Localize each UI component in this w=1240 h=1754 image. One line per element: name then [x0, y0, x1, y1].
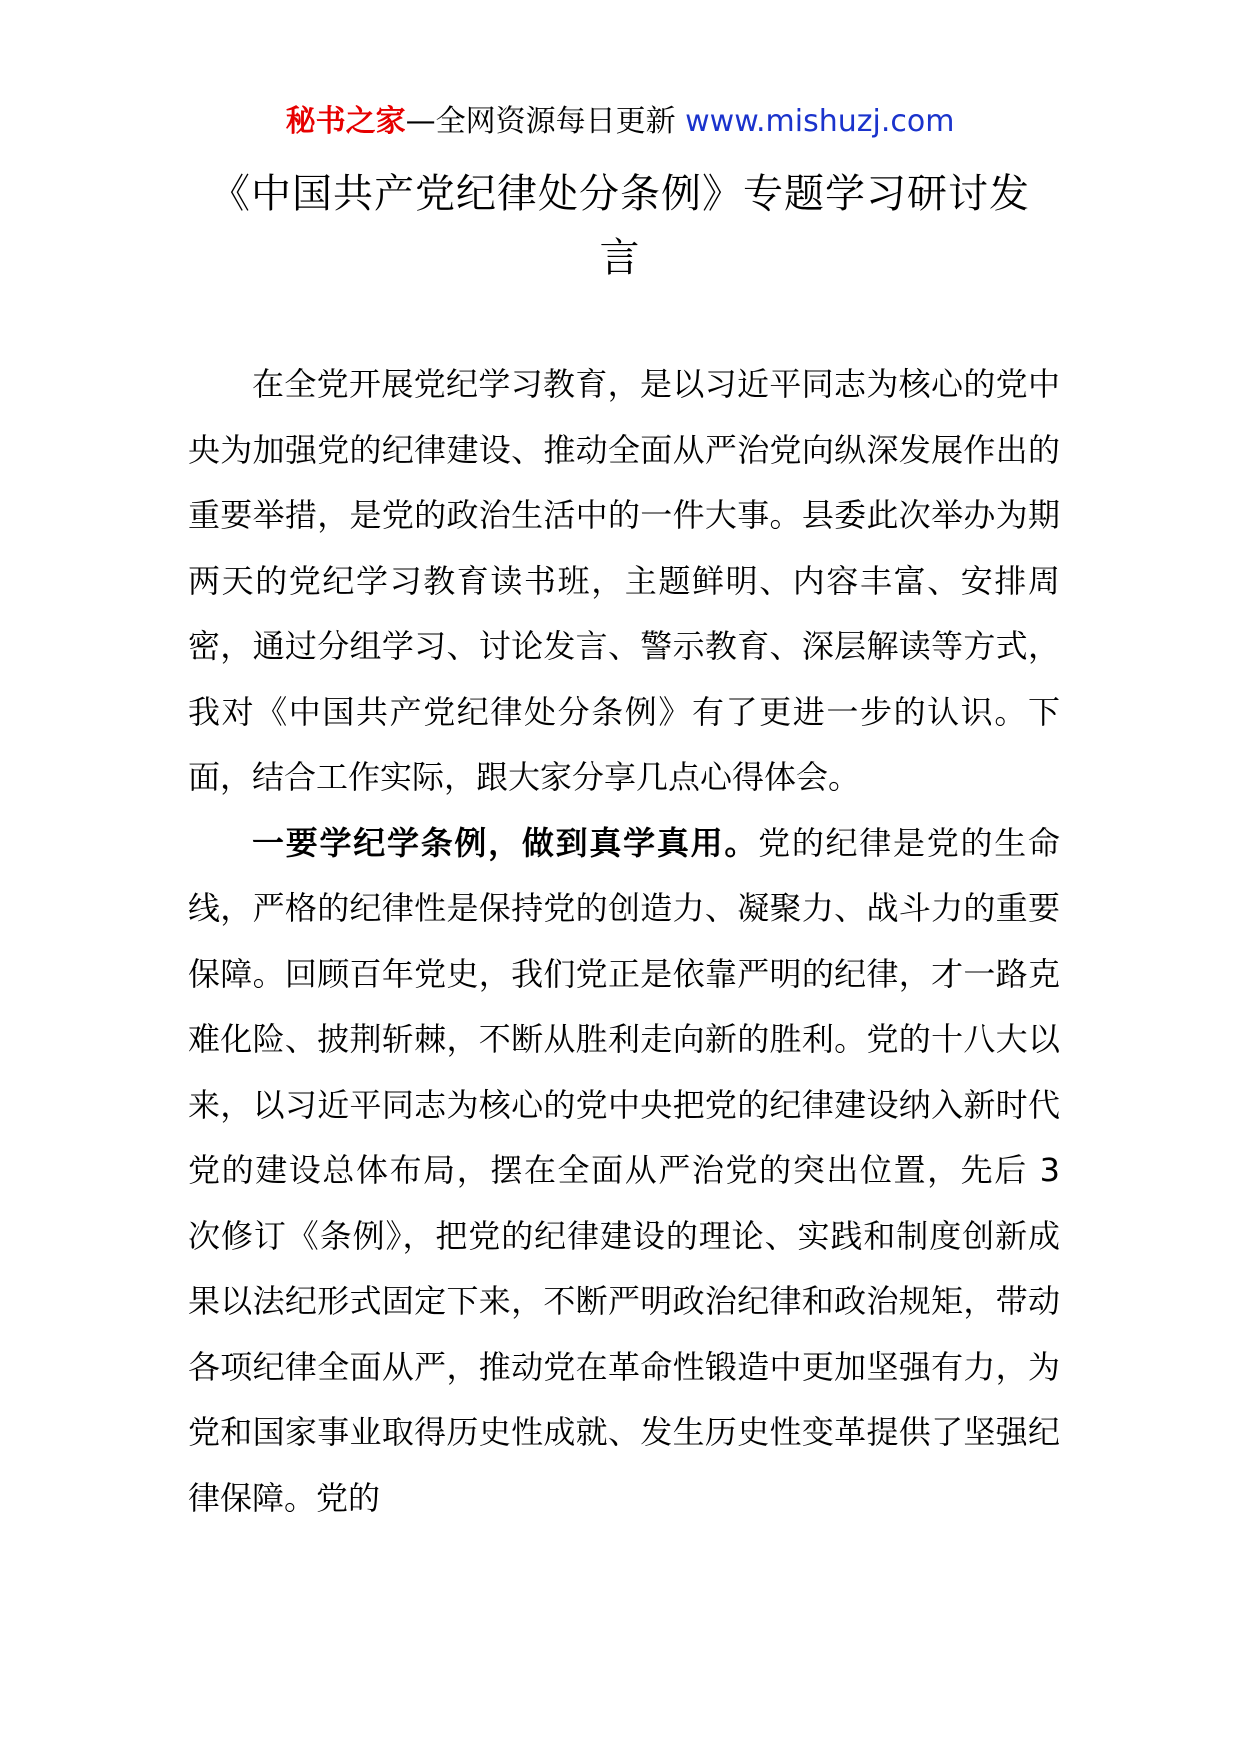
paragraph-text: 在全党开展党纪学习教育，是以习近平同志为核心的党中央为加强党的纪律建设、推动全面从严治党向纵深发展作出的重要举措，是党的政治生活中的一件大事。县委此次举办为期两天的党纪学习教育读书班，主题鲜明、内容丰富、安排周密，通过分组学习、讨论发言、警示教育、深层解读等方式，我对《中国共产党纪律处分条例》有了更进一步的认识。下面，结合工作实际，跟大家分享几点心得体会。	[188, 365, 1060, 796]
paragraph-text: 党的纪律是党的生命线，严格的纪律性是保持党的创造力、凝聚力、战斗力的重要保障。回顾百年党史，我们党正是依靠严明的纪律，才一路克难化险、披荆斩棘，不断从胜利走向新的胜利。党的十八大以来，以习近平同志为核心的党中央把党的纪律建设纳入新时代党的建设总体布局，摆在全面从严治党的突出位置，先后 3 次修订《条例》，把党的纪律建设的理论、实践和制度创新成果以法纪形式固定下来，不断严明政治纪律和政治规矩，带动各项纪律全面从严，推动党在革命性锻造中更加坚强有力，为党和国家事业取得历史性成就、发生历史性变革提供了坚强纪律保障。党的	[188, 823, 1060, 1517]
site-url[interactable]: www.mishuzj.com	[685, 104, 955, 139]
document-title: 《中国共产党纪律处分条例》专题学习研讨发言	[210, 171, 1030, 281]
paragraph-point-one	[188, 811, 1060, 1532]
paragraph-lead: 一要学纪学条例，做到真学真用。	[252, 823, 759, 862]
header-slogan: —全网资源每日更新	[405, 104, 676, 139]
site-header	[0, 98, 1240, 146]
brand-name: 秘书之家	[285, 104, 406, 139]
paragraph-intro	[188, 352, 1060, 811]
document-body	[188, 352, 1060, 1531]
